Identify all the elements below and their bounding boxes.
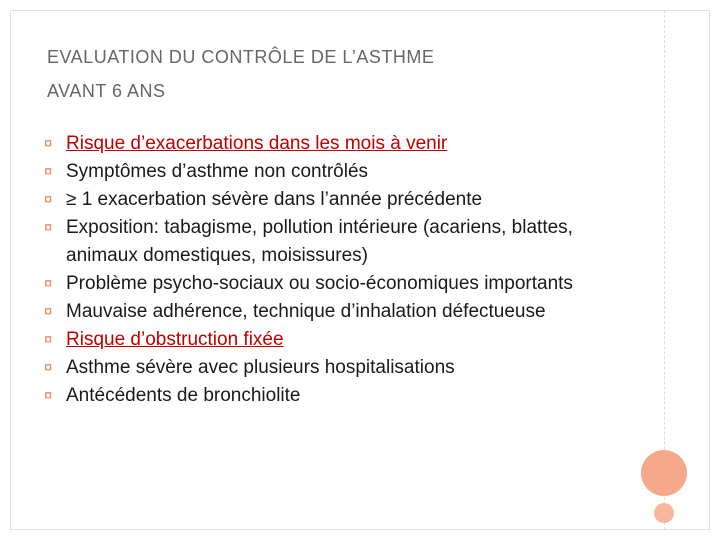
decorative-circle: [641, 450, 687, 496]
bullet-list: [44, 130, 624, 410]
bullet-icon: ¤: [44, 359, 53, 376]
bullet-text: ≥ 1 exacerbation sévère dans l’année précédente: [66, 189, 483, 210]
bullet-text: Symptômes d’asthme non contrôlés: [66, 161, 369, 182]
title-line-2: AVANT 6 ANS: [47, 81, 166, 101]
title-line-1: EVALUATION DU CONTRÔLE DE L’ASTHME: [47, 47, 435, 67]
bullet-icon: ¤: [44, 219, 53, 236]
bullet-icon: ¤: [44, 191, 53, 208]
bullet-item: [44, 158, 624, 186]
bullet-icon: ¤: [44, 387, 53, 404]
bullet-icon: ¤: [44, 331, 53, 348]
bullet-item: [44, 214, 624, 270]
bullet-icon: ¤: [44, 275, 53, 292]
bullet-text: Exposition: tabagisme, pollution intérieure (acariens, blattes, animaux domestiques, moisissures): [66, 217, 573, 266]
bullet-text: Antécédents de bronchiolite: [66, 385, 301, 406]
bullet-text: Asthme sévère avec plusieurs hospitalisations: [66, 357, 455, 378]
decorative-circle-small: [654, 503, 674, 523]
bullet-item: [44, 298, 624, 326]
bullet-icon: ¤: [44, 163, 53, 180]
bullet-item: [44, 354, 624, 382]
bullet-item: [44, 270, 624, 298]
bullet-item: [44, 326, 624, 354]
bullet-item: [44, 382, 624, 410]
bullet-icon: ¤: [44, 303, 53, 320]
bullet-text: Mauvaise adhérence, technique d’inhalation défectueuse: [66, 301, 546, 322]
bullet-text: Risque d’obstruction fixée: [66, 329, 284, 350]
bullet-item: [44, 130, 624, 158]
slide-title: [47, 40, 607, 108]
bullet-text: Problème psycho-sociaux ou socio-économiques importants: [66, 273, 573, 294]
bullet-text: Risque d’exacerbations dans les mois à venir: [66, 133, 448, 154]
bullet-item: [44, 186, 624, 214]
bullet-icon: ¤: [44, 135, 53, 152]
